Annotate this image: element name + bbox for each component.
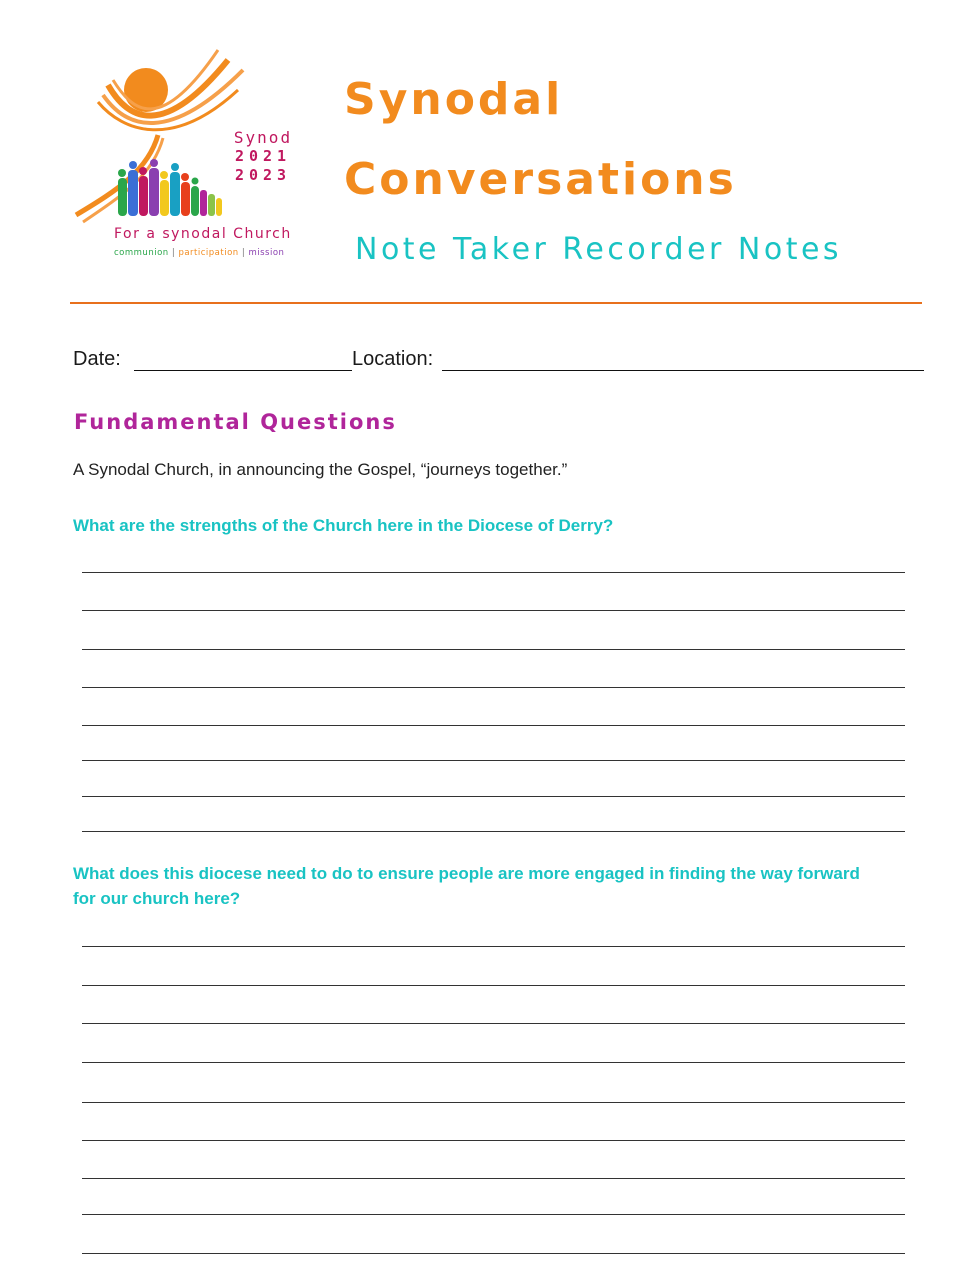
writing-line[interactable]	[82, 572, 905, 573]
writing-line[interactable]	[82, 1214, 905, 1215]
writing-line[interactable]	[82, 649, 905, 650]
logo-sub-participation: participation	[178, 248, 239, 258]
logo-year-start: 2021	[234, 147, 292, 165]
writing-line[interactable]	[82, 1140, 905, 1141]
synod-logo	[68, 40, 328, 270]
writing-line[interactable]	[82, 1023, 905, 1024]
date-label: Date:	[73, 348, 121, 370]
writing-line[interactable]	[82, 610, 905, 611]
title-line-2: Conversations	[344, 154, 737, 205]
writing-line[interactable]	[82, 946, 905, 947]
writing-line[interactable]	[82, 831, 905, 832]
question-1: What are the strengths of the Church here in the Diocese of Derry?	[73, 516, 614, 535]
logo-synod-text	[218, 128, 308, 185]
logo-word: Synod	[233, 128, 293, 147]
logo-tagline: For a synodal Church	[114, 226, 292, 242]
writing-line[interactable]	[82, 1102, 905, 1103]
date-field[interactable]	[134, 370, 352, 371]
logo-sub-communion: communion	[114, 248, 169, 258]
writing-line[interactable]	[82, 687, 905, 688]
writing-line[interactable]	[82, 985, 905, 986]
logo-year-end: 2023	[234, 166, 292, 184]
location-field[interactable]	[442, 370, 924, 371]
writing-line[interactable]	[82, 1178, 905, 1179]
writing-line[interactable]	[82, 1253, 905, 1254]
subtitle: Note Taker Recorder Notes	[355, 232, 843, 267]
intro-text: A Synodal Church, in announcing the Gospel, “journeys together.”	[73, 460, 568, 479]
title-line-1: Synodal	[344, 74, 564, 125]
writing-line[interactable]	[82, 725, 905, 726]
section-heading: Fundamental Questions	[74, 410, 397, 434]
logo-sub-separator: |	[171, 248, 176, 258]
writing-line[interactable]	[82, 796, 905, 797]
logo-sub-separator: |	[241, 248, 246, 258]
location-label: Location:	[352, 348, 434, 370]
logo-sub-mission: mission	[248, 248, 285, 258]
writing-line[interactable]	[82, 1062, 905, 1063]
question-2: What does this diocese need to do to ensure people are more engaged in finding the way forward for our church here?	[73, 864, 860, 908]
header-divider	[70, 302, 922, 304]
writing-line[interactable]	[82, 760, 905, 761]
logo-subline	[114, 248, 284, 258]
